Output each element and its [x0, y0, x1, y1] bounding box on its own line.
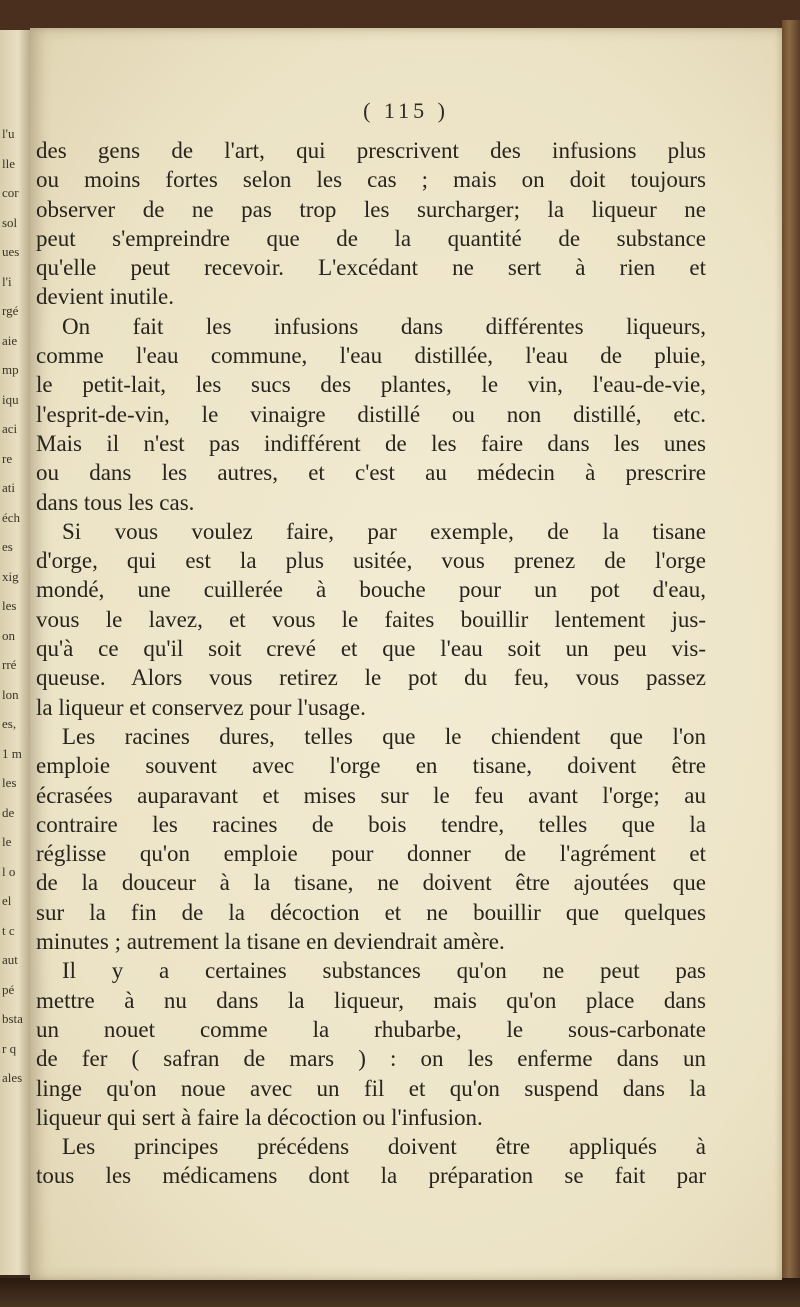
paragraph — [36, 956, 706, 1132]
text-line: qu'à ce qu'il soit crevé et que l'eau soit un peu vis- — [36, 636, 706, 662]
paragraph — [36, 1132, 706, 1191]
facing-page-fragment: on — [2, 627, 15, 643]
facing-page-fragment: les — [2, 598, 17, 613]
text-line: queuse. Alors vous retirez le pot du feu, vous passez — [36, 665, 706, 691]
facing-page-fragment: el — [2, 893, 12, 908]
facing-page-fragment: rgé — [2, 303, 19, 318]
text-line: liqueur qui sert à faire la décoction ou l'infusion. — [36, 1104, 483, 1130]
text-line: tous les médicamens dont la préparation se fait par — [36, 1163, 706, 1189]
facing-page-fragment: l'u — [2, 126, 15, 141]
text-line: réglisse qu'on emploie pour donner de l'agrément et — [36, 841, 706, 867]
facing-page-fragment: pé — [2, 981, 15, 997]
paragraph — [36, 722, 706, 956]
facing-page-fragment: lon — [2, 686, 19, 702]
facing-page-fragment: ues — [2, 244, 20, 259]
facing-page-fragment: cor — [2, 185, 19, 200]
facing-page-fragment: rré — [2, 657, 17, 672]
facing-page-fragment: xig — [2, 568, 19, 584]
facing-page-fragment: lle — [2, 155, 15, 171]
paragraph — [36, 136, 706, 312]
text-line: mettre à nu dans la liqueur, mais qu'on place dans — [36, 987, 706, 1013]
text-line: qu'elle peut recevoir. L'excédant ne sert à rien et — [36, 255, 706, 281]
text-line: ou moins fortes selon les cas ; mais on doit toujours — [36, 167, 706, 193]
text-line: la liqueur et conservez pour l'usage. — [36, 694, 366, 720]
text-line: sur la fin de la décoction et ne bouillir que quelques — [36, 899, 706, 925]
facing-page-fragment: r q — [2, 1040, 17, 1056]
facing-page-fragment: ales — [2, 1070, 23, 1085]
facing-page-fragment: bsta — [2, 1011, 23, 1026]
text-line: mondé, une cuillerée à bouche pour un pot d'eau, — [36, 577, 706, 603]
facing-page-fragment: iqu — [2, 391, 19, 407]
book-right-edge — [782, 20, 800, 1290]
facing-page-fragment: le — [2, 834, 12, 849]
page-body-text — [36, 136, 706, 1191]
text-line: minutes ; autrement la tisane en deviendrait amère. — [36, 929, 505, 955]
text-line: Il y a certaines substances qu'on ne peut pas — [62, 958, 706, 984]
facing-page-fragment: aie — [2, 332, 18, 348]
text-line: On fait les infusions dans différentes liqueurs, — [62, 313, 706, 339]
text-line: de fer ( safran de mars ) : on les enferme dans un — [36, 1046, 706, 1072]
facing-page-fragment: l o — [2, 863, 16, 879]
facing-page-edge — [0, 30, 30, 1275]
text-line: l'esprit-de-vin, le vinaigre distillé ou non distillé, etc. — [36, 401, 706, 427]
text-line: observer de ne pas trop les surcharger; la liqueur ne — [36, 196, 706, 222]
facing-page-fragment: es — [2, 539, 13, 554]
paragraph — [36, 312, 706, 517]
text-line: comme l'eau commune, l'eau distillée, l'eau de pluie, — [36, 343, 706, 369]
facing-page-fragment: ati — [2, 480, 15, 495]
text-line: un nouet comme la rhubarbe, le sous-carbonate — [36, 1016, 706, 1042]
text-line: écrasées auparavant et mises sur le feu avant l'orge; au — [36, 782, 706, 808]
text-line: de la douceur à la tisane, ne doivent être ajoutées que — [36, 870, 706, 896]
text-line: contraire les racines de bois tendre, telles que la — [36, 811, 706, 837]
text-line: linge qu'on noue avec un fil et qu'on suspend dans la — [36, 1075, 706, 1101]
book-bottom-edge — [0, 1278, 800, 1307]
facing-page-fragment: aut — [2, 952, 18, 967]
text-line: peut s'empreindre que de la quantité de substance — [36, 225, 706, 251]
text-line: dans tous les cas. — [36, 489, 195, 515]
facing-page-fragment: les — [2, 775, 17, 790]
paragraph — [36, 517, 706, 722]
book-page — [30, 28, 782, 1280]
facing-page-fragment: éch — [2, 509, 21, 525]
text-line: Les principes précédens doivent être appliqués à — [62, 1134, 706, 1160]
facing-page-fragment: re — [2, 450, 13, 466]
facing-page-fragment: es, — [2, 716, 17, 731]
facing-page-fragment: t c — [2, 922, 15, 938]
text-line: des gens de l'art, qui prescrivent des infusions plus — [36, 138, 706, 163]
text-line: vous le lavez, et vous le faites bouillir lentement jus- — [36, 606, 706, 632]
facing-page-fragment: sol — [2, 214, 18, 230]
facing-page-fragment: l'i — [2, 273, 12, 289]
text-line: Si vous voulez faire, par exemple, de la tisane — [62, 518, 706, 544]
text-line: d'orge, qui est la plus usitée, vous prenez de l'orge — [36, 548, 706, 574]
facing-page-fragment: aci — [2, 421, 18, 436]
facing-page-fragment: mp — [2, 362, 19, 377]
text-line: devient inutile. — [36, 284, 174, 310]
page-number: ( 115 ) — [363, 98, 449, 123]
text-line: Mais il n'est pas indifférent de les faire dans les unes — [36, 430, 706, 456]
facing-page-fragment: 1 m — [2, 745, 22, 761]
text-line: ou dans les autres, et c'est au médecin à prescrire — [36, 460, 706, 486]
text-line: le petit-lait, les sucs des plantes, le vin, l'eau-de-vie, — [36, 372, 706, 398]
facing-page-fragment: de — [2, 804, 15, 820]
text-line: Les racines dures, telles que le chiendent que l'on — [62, 723, 706, 749]
text-line: emploie souvent avec l'orge en tisane, doivent être — [36, 753, 706, 779]
